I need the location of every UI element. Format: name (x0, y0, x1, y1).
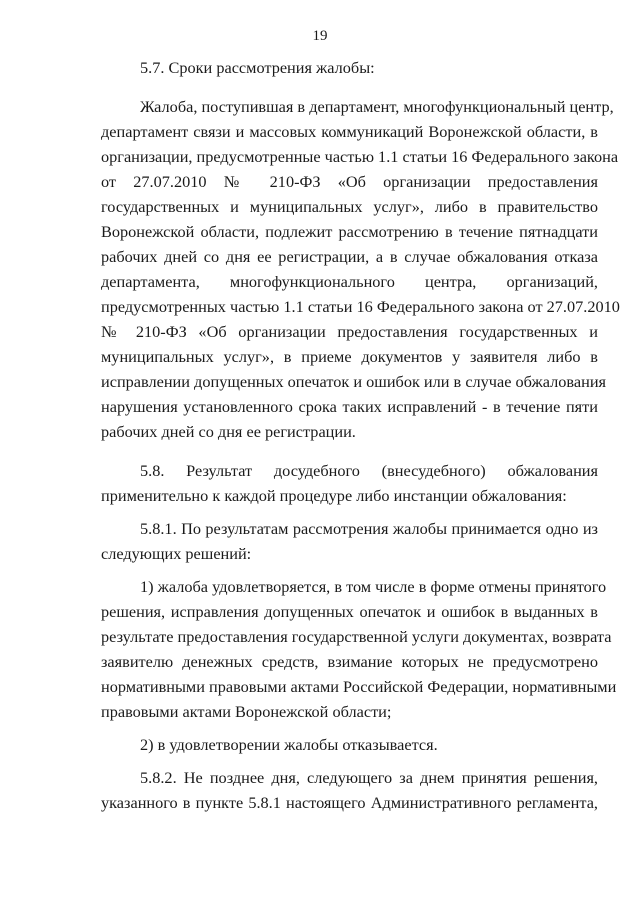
text-line: государственных и муниципальных услуг», либо в правительство (101, 197, 598, 216)
text-line: заявителю денежных средств, взимание которых не предусмотрено (101, 652, 598, 671)
text-line: 5.8.1. По результатам рассмотрения жалобы принимается одно из (140, 519, 598, 538)
text-line: департамент связи и массовых коммуникаций Воронежской области, в (101, 122, 598, 141)
text-line: Воронежской области, подлежит рассмотрению в течение пятнадцати (101, 222, 598, 241)
page-number: 19 (312, 28, 328, 44)
text-line: муниципальных услуг», в приеме документов у заявителя либо в (101, 347, 598, 366)
text-line: организации, предусмотренные частью 1.1 статьи 16 Федерального закона (101, 147, 619, 166)
text-line: рабочих дней со дня ее регистрации, а в случае обжалования отказа (101, 247, 598, 266)
text-line: исправлении допущенных опечаток и ошибок или в случае обжалования (101, 372, 607, 391)
text-line: 5.8.2. Не позднее дня, следующего за днем принятия решения, (140, 768, 598, 787)
text-line: правовыми актами Воронежской области; (101, 702, 392, 721)
text-line: рабочих дней со дня ее регистрации. (101, 422, 356, 441)
text-line: указанного в пункте 5.8.1 настоящего Административного регламента, (101, 793, 598, 812)
text-line: результате предоставления государственной услуги документах, возврата (101, 627, 612, 646)
text-line: департамента, многофункционального центра, организаций, (101, 272, 598, 291)
text-line: 2) в удовлетворении жалобы отказывается. (140, 735, 438, 754)
text-line: предусмотренных частью 1.1 статьи 16 Федерального закона от 27.07.2010 (101, 297, 620, 316)
text-line: 5.8. Результат досудебного (внесудебного) обжалования (140, 461, 598, 480)
text-line: нарушения установленного срока таких исправлений - в течение пяти (101, 397, 598, 416)
text-line: Жалоба, поступившая в департамент, многофункциональный центр, (140, 97, 614, 116)
text-line: применительно к каждой процедуре либо инстанции обжалования: (101, 486, 567, 505)
text-line: 5.7. Сроки рассмотрения жалобы: (140, 58, 375, 77)
text-line: № 210-ФЗ «Об организации предоставления государственных и (101, 322, 598, 341)
text-line: следующих решений: (101, 544, 252, 563)
text-line: от 27.07.2010 № 210-ФЗ «Об организации предоставления (101, 172, 598, 191)
text-line: нормативными правовыми актами Российской Федерации, нормативными (101, 677, 617, 696)
text-line: 1) жалоба удовлетворяется, в том числе в форме отмены принятого (140, 577, 607, 596)
text-line: решения, исправления допущенных опечаток и ошибок в выданных в (101, 602, 598, 621)
